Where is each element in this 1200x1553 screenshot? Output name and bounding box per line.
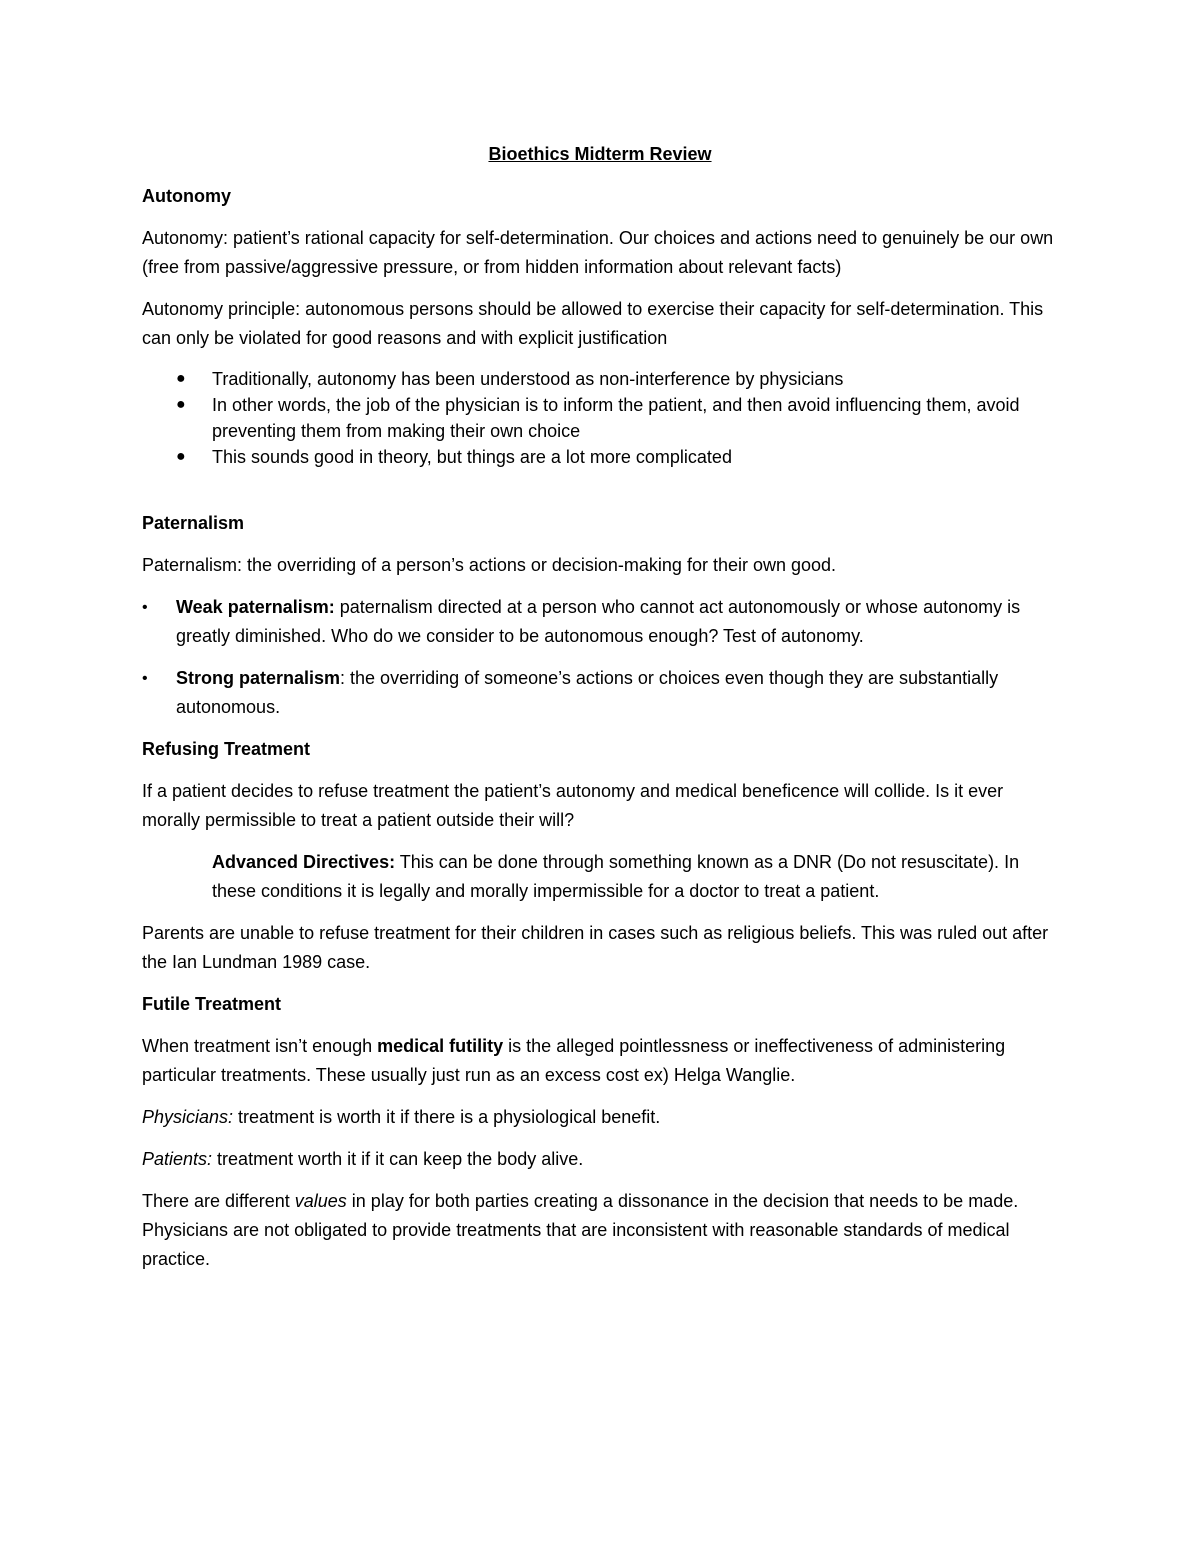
section-heading-futile-treatment: Futile Treatment bbox=[142, 994, 282, 1014]
term-advanced-directives: Advanced Directives: bbox=[212, 852, 396, 872]
autonomy-definition: Autonomy: patient’s rational capacity for self-determination. Our choices and actions need to genuinely be our own (free from passive/aggressive pressure, or from hidden information about relevant facts) bbox=[142, 228, 1054, 277]
section-heading-autonomy: Autonomy bbox=[142, 186, 231, 206]
paragraph-text: is the alleged pointlessness or ineffectiveness of administering particular treatments. These usually just run as an excess cost ex) Helga Wanglie. bbox=[142, 1036, 1006, 1085]
paragraph-text: There are different bbox=[142, 1191, 295, 1211]
paragraph-text: in play for both parties creating a dissonance in the decision that needs to be made. Physicians are not obligated to provide treatments that are inconsistent with reasonable standards of medical practice. bbox=[142, 1191, 1019, 1269]
section-spacer bbox=[142, 483, 1058, 509]
list-item bbox=[142, 392, 1058, 444]
advanced-directives-paragraph bbox=[142, 848, 1058, 906]
term-weak-paternalism: Weak paternalism: bbox=[176, 597, 335, 617]
square-bullet-icon: • bbox=[142, 670, 148, 687]
list-item bbox=[142, 593, 1058, 651]
round-bullet-icon: ● bbox=[176, 448, 186, 465]
list-item-text: paternalism directed at a person who cannot act autonomously or whose autonomy is greatly diminished. Who do we consider to be autonomous enough? Test of autonomy. bbox=[176, 597, 1021, 646]
list-item bbox=[142, 366, 1058, 392]
list-item-text: In other words, the job of the physician is to inform the patient, and then avoid influencing them, avoid preventing them from making their own choice bbox=[212, 395, 1020, 441]
list-item-text: This sounds good in theory, but things are a lot more complicated bbox=[212, 447, 732, 467]
autonomy-principle: Autonomy principle: autonomous persons should be allowed to exercise their capacity for self-determination. This can only be violated for good reasons and with explicit justification bbox=[142, 299, 1044, 348]
physicians-view bbox=[142, 1103, 1058, 1132]
term-physicians: Physicians: bbox=[142, 1107, 234, 1127]
round-bullet-icon: ● bbox=[176, 370, 186, 387]
term-strong-paternalism: Strong paternalism bbox=[176, 668, 341, 688]
refusing-treatment-intro: If a patient decides to refuse treatment the patient’s autonomy and medical beneficence will collide. Is it ever morally permissible to treat a patient outside their will? bbox=[142, 781, 1004, 830]
list-item bbox=[142, 664, 1058, 722]
futile-treatment-intro bbox=[142, 1032, 1058, 1090]
paternalism-definition: Paternalism: the overriding of a person’s actions or decision-making for their own good. bbox=[142, 555, 837, 575]
term-patients: Patients: bbox=[142, 1149, 213, 1169]
section-heading-paternalism: Paternalism bbox=[142, 513, 245, 533]
parents-refusal-paragraph: Parents are unable to refuse treatment for their children in cases such as religious beliefs. This was ruled out after the Ian Lundman 1989 case. bbox=[142, 923, 1049, 972]
paragraph-text: treatment is worth it if there is a physiological benefit. bbox=[233, 1107, 661, 1127]
patients-view bbox=[142, 1145, 1058, 1174]
square-bullet-icon: • bbox=[142, 599, 148, 616]
page-title: Bioethics Midterm Review bbox=[488, 144, 712, 164]
term-medical-futility: medical futility bbox=[377, 1036, 504, 1056]
section-heading-refusing-treatment: Refusing Treatment bbox=[142, 739, 311, 759]
list-item-text: : the overriding of someone’s actions or choices even though they are substantially autonomous. bbox=[176, 668, 999, 717]
paternalism-bullet-list bbox=[142, 593, 1058, 722]
advanced-directives-text: This can be done through something known as a DNR (Do not resuscitate). In these conditions it is legally and morally impermissible for a doctor to treat a patient. bbox=[212, 852, 1020, 901]
paragraph-text: treatment worth it if it can keep the body alive. bbox=[212, 1149, 584, 1169]
round-bullet-icon: ● bbox=[176, 396, 186, 413]
values-dissonance-paragraph bbox=[142, 1187, 1058, 1274]
term-values: values bbox=[294, 1191, 347, 1211]
document-body bbox=[142, 140, 1058, 1287]
autonomy-bullet-list bbox=[142, 366, 1058, 470]
list-item bbox=[142, 444, 1058, 470]
list-item-text: Traditionally, autonomy has been understood as non-interference by physicians bbox=[212, 369, 844, 389]
paragraph-text: When treatment isn’t enough bbox=[142, 1036, 378, 1056]
